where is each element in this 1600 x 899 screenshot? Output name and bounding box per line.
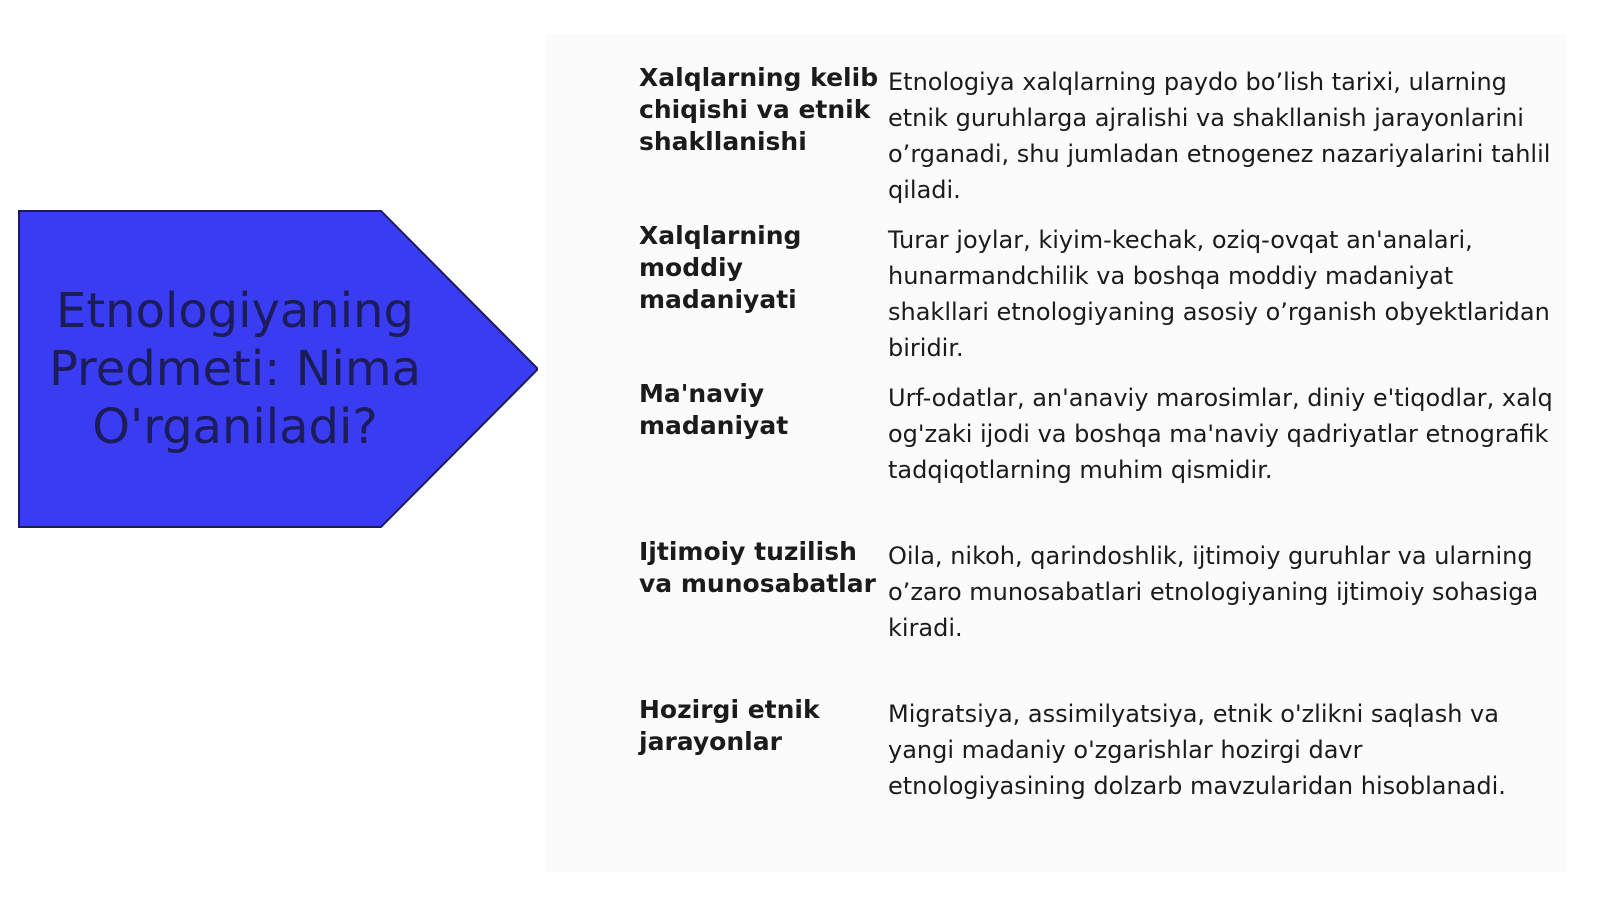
topic-description: Oila, nikoh, qarindoshlik, ijtimoiy guruhlar va ularning o’zaro munosabatlari etnologiyaning ijtimoiy sohasiga kiradi. bbox=[888, 542, 1539, 642]
topic-description: Etnologiya xalqlarning paydo bo’lish tarixi, ularning etnik guruhlarga ajralishi va shakllanish jarayonlarini o’rganadi, shu jumladan etnogenez nazariyalarini tahlil qiladi. bbox=[888, 68, 1551, 204]
topic-label: Xalqlarning kelib chiqishi va etnik shakllanishi bbox=[639, 63, 879, 156]
topic-description: Migratsiya, assimilyatsiya, etnik o'zlikni saqlash va yangi madaniy o'zgarishlar hozirgi davr etnologiyasining dolzarb mavzularidan hisoblanadi. bbox=[888, 700, 1506, 800]
topic-description: Urf-odatlar, an'anaviy marosimlar, diniy e'tiqodlar, xalq og'zaki ijodi va boshqa ma'naviy qadriyatlar etnografik tadqiqotlarning muhim qismidir. bbox=[888, 384, 1553, 484]
page-title: Etnologiyaning Predmeti: Nima O'rganiladi? bbox=[48, 283, 422, 455]
title-arrow bbox=[18, 210, 538, 528]
topic-label: Ijtimoiy tuzilish va munosabatlar bbox=[639, 537, 876, 598]
topic-description: Turar joylar, kiyim-kechak, oziq-ovqat an'analari, hunarmandchilik va boshqa moddiy madaniyat shakllari etnologiyaning asosiy o’rganish obyektlaridan biridir. bbox=[888, 226, 1550, 362]
topics-panel bbox=[545, 34, 1567, 872]
topic-label: Xalqlarning moddiy madaniyati bbox=[639, 221, 802, 314]
topic-label: Ma'naviy madaniyat bbox=[639, 379, 789, 440]
topic-label: Hozirgi etnik jarayonlar bbox=[639, 695, 820, 756]
